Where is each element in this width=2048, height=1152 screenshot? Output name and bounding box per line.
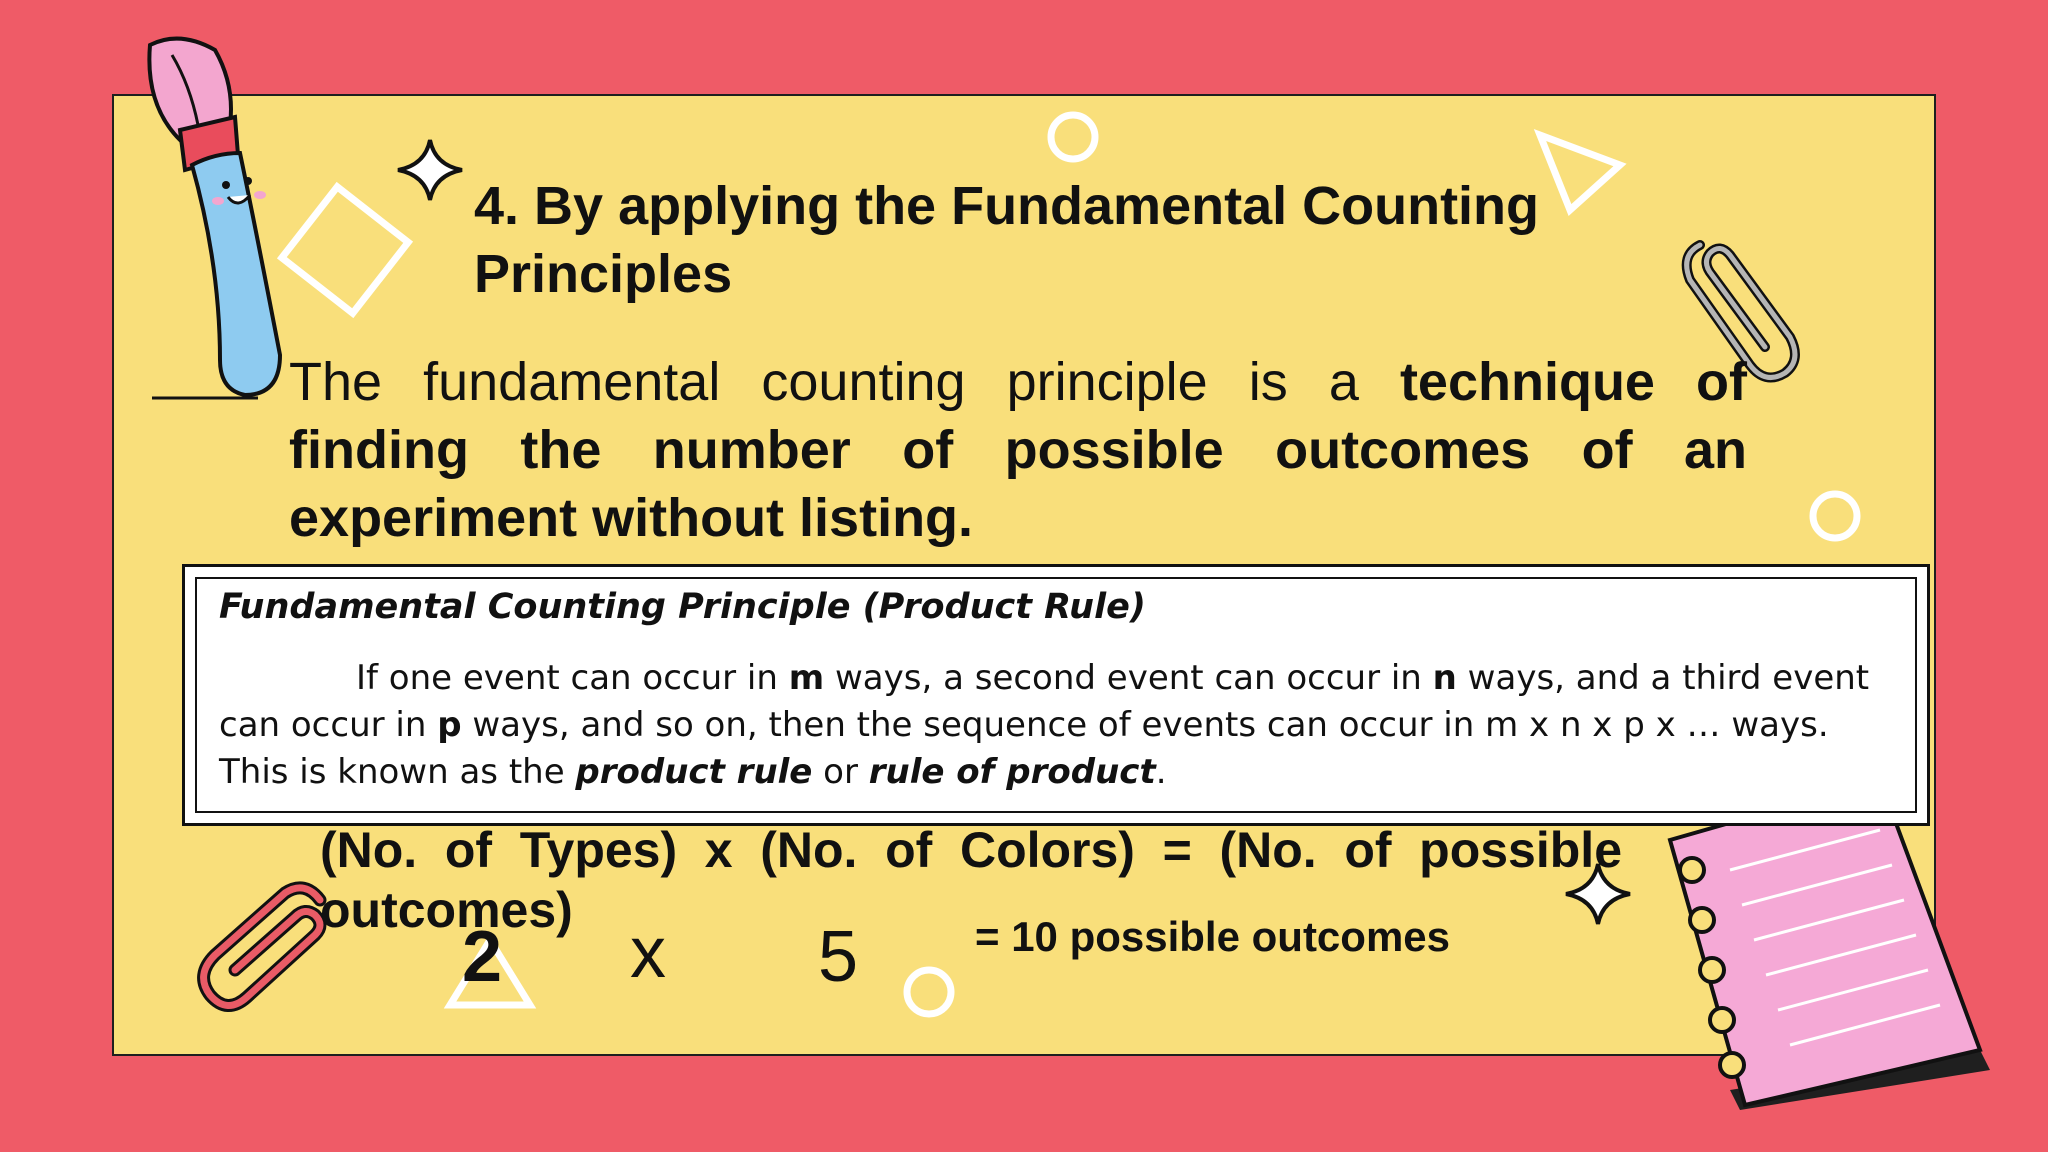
calc-operator: x — [630, 913, 666, 993]
calc-second-number: 5 — [818, 917, 859, 997]
definition-bold-text: technique of finding the number of possible outcomes of an experiment without listing. — [289, 352, 1747, 548]
calc-first-number: 2 — [462, 917, 503, 997]
calc-result: = 10 possible outcomes — [975, 913, 1451, 960]
product-rule-text: If one event can occur in m ways, a second event can occur in n ways, and a third event can occur in p ways, and so on, then the sequence of events can occur in m x n x p x … ways. This is known as the product rule or rule of product. — [219, 658, 1870, 792]
product-rule-title: Fundamental Counting Principle (Product Rule) — [219, 587, 1146, 627]
slide-heading — [474, 172, 1724, 308]
definition-plain-text: The fundamental counting principle is a — [289, 352, 1400, 412]
heading-line-2: Principles — [474, 244, 733, 304]
ring-icon — [907, 970, 951, 1014]
formula-text: (No. of Types) x (No. of Colors) = (No. of possible outcomes) — [320, 822, 1622, 938]
heading-line-1: 4. By applying the Fundamental Counting — [474, 176, 1540, 236]
ring-icon — [1813, 494, 1857, 538]
diamond-icon — [282, 187, 408, 313]
sparkle-icon — [398, 140, 462, 200]
definition-paragraph — [289, 348, 1747, 552]
ring-icon — [1051, 115, 1095, 159]
product-rule-box — [182, 564, 1930, 826]
paintbrush-mascot-icon — [120, 25, 300, 405]
